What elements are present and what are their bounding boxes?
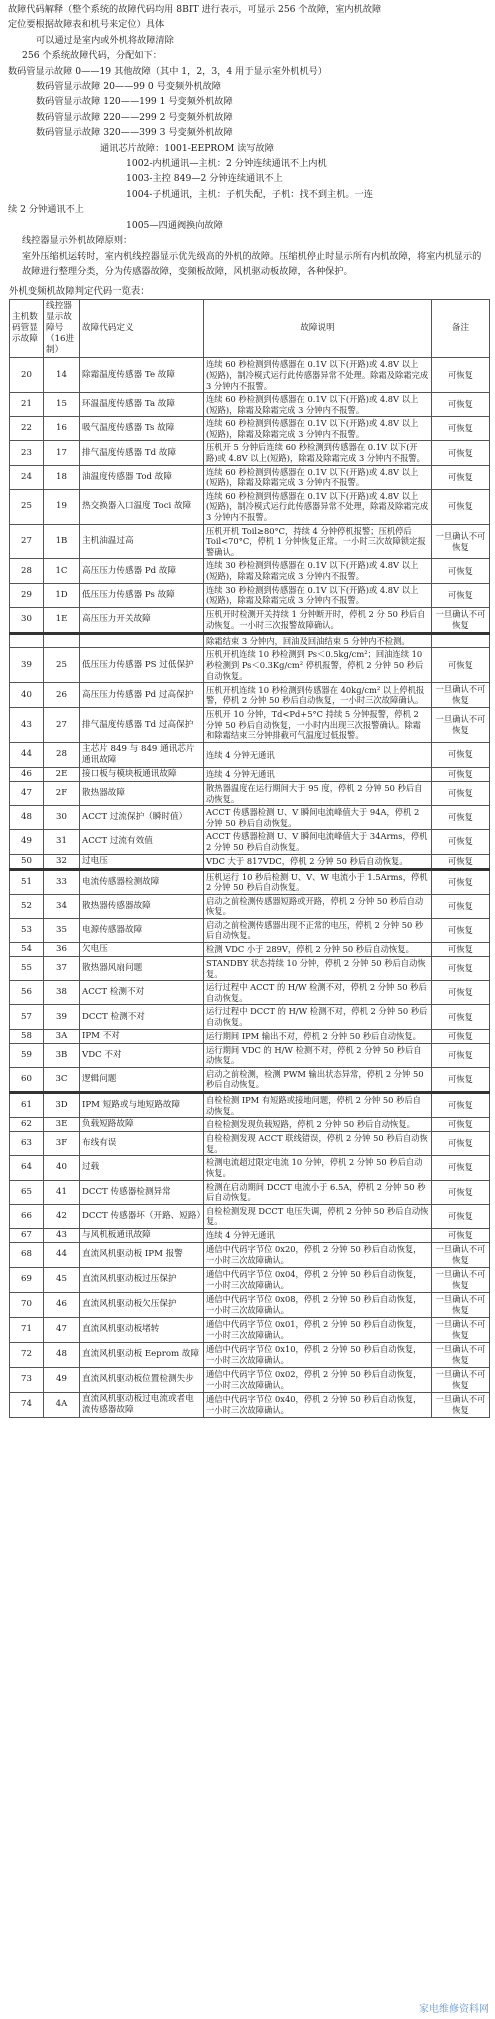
- watermark: 家电维修资料网: [419, 2004, 489, 2015]
- cell-description: 运行期间 IPM 输出不对，停机 2 分钟 50 秒后自动恢复。: [204, 1029, 432, 1043]
- cell-controller-code: 3B: [44, 1043, 80, 1067]
- table-row: [10, 1204, 490, 1228]
- cell-main-code: 28: [10, 559, 44, 583]
- cell-main-code: 43: [10, 708, 44, 743]
- cell-main-code: 65: [10, 1180, 44, 1204]
- cell-remark: 可恢复: [432, 1118, 490, 1132]
- header-main-code: 主机数码管显示故障: [10, 300, 44, 358]
- cell-controller-code: 40: [44, 1156, 80, 1180]
- cell-description: 运行期间 VDC 的 H/W 检测不对，停机 2 分钟 50 秒后自动恢复。: [204, 1043, 432, 1067]
- table-row: [10, 1067, 490, 1092]
- cell-controller-code: 27: [44, 708, 80, 743]
- cell-controller-code: 1D: [44, 583, 80, 607]
- intro-line: 1005—四通阀换向故障: [126, 219, 223, 231]
- cell-controller-code: [44, 633, 80, 648]
- cell-main-code: 49: [10, 830, 44, 854]
- cell-controller-code: 16: [44, 417, 80, 441]
- cell-description: 运行过程中 ACCT 的 H/W 检测不对，停机 2 分钟 50 秒后自动恢复。: [204, 981, 432, 1005]
- cell-remark: 可恢复: [432, 1132, 490, 1156]
- cell-definition: DCCT 传感器坏（开路、短路）: [80, 1204, 204, 1228]
- cell-description: 散热器温度在运行期间大于 95 度，停机 2 分钟 50 秒后自动恢复。: [204, 781, 432, 805]
- cell-main-code: 66: [10, 1204, 44, 1228]
- cell-remark: 可恢复: [432, 830, 490, 854]
- cell-remark: 可恢复: [432, 489, 490, 524]
- cell-main-code: 39: [10, 648, 44, 683]
- cell-main-code: 56: [10, 981, 44, 1005]
- cell-description: 压机开 10 分钟，Td<Pd+5°C 持续 5 分钟报警，停机 2 分钟 50 秒后自动恢复，一小时内出现三次报警确认。除霜和除霜结束三分钟排截可气温度过低报警。: [204, 708, 432, 743]
- cell-remark: 可恢复: [432, 1093, 490, 1118]
- table-row: [10, 1367, 490, 1392]
- cell-definition: 直流风机驱动板位置检测失步: [80, 1367, 204, 1392]
- cell-definition: 布线有误: [80, 1132, 204, 1156]
- cell-description: 通信中代码字节位 0x40，停机 2 分钟 50 秒后自动恢复，一小时三次故障确认。: [204, 1392, 432, 1417]
- table-row: [10, 559, 490, 583]
- intro-line: 数码管显示故障 320——399 3 号变频外机故障: [36, 127, 233, 139]
- intro-line: 256 个系统故障代码，分配如下：: [22, 50, 162, 62]
- cell-remark: 可恢复: [432, 648, 490, 683]
- cell-definition: DCCT 传感器检测异常: [80, 1180, 204, 1204]
- table-row: [10, 393, 490, 417]
- table-row: [10, 1043, 490, 1067]
- cell-description: 压机运行 10 秒后检测 U、V、W 电流小于 1.5Arms，停机 2 分钟 50 秒后自动恢复。: [204, 869, 432, 894]
- cell-main-code: 47: [10, 781, 44, 805]
- cell-remark: 可恢复: [432, 767, 490, 781]
- cell-remark: 可恢复: [432, 981, 490, 1005]
- cell-definition: 高压压力开关故障: [80, 607, 204, 633]
- cell-description: 自检检测发现负载短路，停机 2 分钟 50 秒后自动恢复。: [204, 1118, 432, 1132]
- cell-controller-code: 35: [44, 918, 80, 942]
- cell-definition: DCCT 检测不对: [80, 1005, 204, 1029]
- cell-controller-code: 19: [44, 489, 80, 524]
- cell-definition: 高压压力传感器 Pd 过高保护: [80, 683, 204, 708]
- table-row: [10, 806, 490, 830]
- cell-remark: 可恢复: [432, 781, 490, 805]
- cell-description: 连续 4 分钟无通讯: [204, 742, 432, 767]
- table-row: [10, 1029, 490, 1043]
- cell-definition: [80, 633, 204, 648]
- cell-main-code: 69: [10, 1267, 44, 1292]
- table-row: [10, 742, 490, 767]
- cell-definition: ACCT 检测不对: [80, 981, 204, 1005]
- table-row: [10, 830, 490, 854]
- table-row: [10, 708, 490, 743]
- cell-main-code: 48: [10, 806, 44, 830]
- cell-definition: 直流风机驱动板堵转: [80, 1317, 204, 1342]
- table-row: [10, 583, 490, 607]
- cell-remark: 可恢复: [432, 583, 490, 607]
- cell-remark: 可恢复: [432, 441, 490, 465]
- cell-remark: 可恢复: [432, 1228, 490, 1242]
- cell-controller-code: 33: [44, 869, 80, 894]
- cell-description: 通信中代码字节位 0x02，停机 2 分钟 50 秒后自动恢复，一小时三次故障确认。: [204, 1367, 432, 1392]
- cell-description: ACCT 传感器检测 U、V 瞬间电流峰值大于 94A，停机 2 分钟 50 秒后自动恢复。: [204, 806, 432, 830]
- cell-description: 压机开机 Toil≥80°C，持续 4 分钟停机报警；压机停后 Toil<70°C，停机 1 分钟恢复正常。一小时三次故障锁定报警确认。: [204, 524, 432, 559]
- table-row: [10, 869, 490, 894]
- cell-description: 压机开机连续 10 秒检测到传感器在 40kg/cm² 以上停机报警，停机 2 分钟 50 秒后自动恢复，一小时三次故障确认。: [204, 683, 432, 708]
- cell-controller-code: 3D: [44, 1093, 80, 1118]
- cell-main-code: 50: [10, 854, 44, 869]
- cell-description: 启动之前检测传感器出现不正常的电压，停机 2 分钟 50 秒后自动恢复。: [204, 918, 432, 942]
- cell-controller-code: 31: [44, 830, 80, 854]
- header-controller-code: 线控器显示故障号（16进制）: [44, 300, 80, 358]
- table-row: [10, 918, 490, 942]
- fault-code-table: [9, 299, 490, 1418]
- intro-line: 数码管显示故障 0——19 其他故障（其中 1，2，3，4 用于显示室外机机号）: [8, 65, 328, 77]
- table-row: [10, 1093, 490, 1118]
- cell-definition: 排气温度传感器 Td 故障: [80, 441, 204, 465]
- cell-description: 压机开 5 分钟后连续 60 秒检测到传感器在 0.1V 以下(开路)或 4.8V 以上(短路)，除霜及除霜完成 3 分钟内不报警。: [204, 441, 432, 465]
- cell-controller-code: 1E: [44, 607, 80, 633]
- table-row: [10, 524, 490, 559]
- cell-remark: 一旦确认不可恢复: [432, 708, 490, 743]
- table-row: [10, 1392, 490, 1417]
- cell-main-code: 40: [10, 683, 44, 708]
- cell-controller-code: 17: [44, 441, 80, 465]
- cell-remark: 可恢复: [432, 1180, 490, 1204]
- intro-line: 1004-子机通讯，主机：子机失配，子机：找不到主机。一连: [126, 188, 373, 200]
- cell-main-code: 62: [10, 1118, 44, 1132]
- cell-remark: 一旦确认不可恢复: [432, 1267, 490, 1292]
- cell-description: 连续 4 分钟无通讯: [204, 1228, 432, 1242]
- intro-line: 数码管显示故障 220——299 2 号变频外机故障: [36, 111, 233, 123]
- cell-description: 自检检测发现 ACCT 联线错误，停机 2 分钟 50 秒后自动恢复。: [204, 1132, 432, 1156]
- cell-controller-code: 49: [44, 1367, 80, 1392]
- table-row: [10, 683, 490, 708]
- cell-remark: 可恢复: [432, 854, 490, 869]
- table-row: [10, 943, 490, 957]
- table-row: [10, 1228, 490, 1242]
- intro-line: 室外压缩机运转时，室内机线控器显示优先级高的外机的故障。压缩机停止时显示所有内机故障，将室内机显示的故障进行整理分类，分为传感器故障，变频板故障，风机驱动板故障，各种保护。: [22, 250, 482, 277]
- cell-main-code: 71: [10, 1317, 44, 1342]
- cell-main-code: 67: [10, 1228, 44, 1242]
- cell-controller-code: 39: [44, 1005, 80, 1029]
- cell-description: 连续 60 秒检测到传感器在 0.1V 以下(开路)或 4.8V 以上(短路)，制冷模式运行此传感器异常不处理，除霜及除霜完成 3 分钟内不报警。: [204, 489, 432, 524]
- cell-description: 启动之前检测，检测 PWM 输出状态异常，停机 2 分钟 50 秒后自动恢复。: [204, 1067, 432, 1092]
- table-row: [10, 441, 490, 465]
- cell-main-code: 53: [10, 918, 44, 942]
- cell-description: ACCT 传感器检测 U、V 瞬间电流峰值大于 34Arms，停机 2 分钟 50 秒后自动恢复。: [204, 830, 432, 854]
- cell-remark: 一旦确认不可恢复: [432, 1292, 490, 1317]
- cell-main-code: 59: [10, 1043, 44, 1067]
- cell-definition: VDC 不对: [80, 1043, 204, 1067]
- cell-main-code: [10, 633, 44, 648]
- cell-main-code: 57: [10, 1005, 44, 1029]
- cell-description: 通信中代码字节位 0x04，停机 2 分钟 50 秒后自动恢复，一小时三次故障确认。: [204, 1267, 432, 1292]
- cell-definition: 散热器传感器故障: [80, 894, 204, 918]
- cell-definition: ACCT 过流保护（瞬时值）: [80, 806, 204, 830]
- cell-controller-code: 3A: [44, 1029, 80, 1043]
- cell-definition: 接口板与模块板通讯故障: [80, 767, 204, 781]
- cell-main-code: 22: [10, 417, 44, 441]
- intro-line: 1003-主控 849—2 分钟连续通讯不上: [126, 173, 283, 185]
- cell-main-code: 52: [10, 894, 44, 918]
- cell-description: 压机开机连续 10 秒检测到 Ps＜0.5kg/cm²；回油连续 10 秒检测到 Ps＜0.3Kg/cm² 停机报警，停机 2 分钟 50 秒后自动恢复。: [204, 648, 432, 683]
- cell-main-code: 24: [10, 465, 44, 489]
- cell-remark: 可恢复: [432, 393, 490, 417]
- cell-controller-code: 3F: [44, 1132, 80, 1156]
- cell-definition: 电流传感器检测故障: [80, 869, 204, 894]
- cell-controller-code: 45: [44, 1267, 80, 1292]
- cell-main-code: 72: [10, 1342, 44, 1367]
- cell-description: 自检检测发现 DCCT 电压失调，停机 2 分钟 50 秒后自动恢复。: [204, 1204, 432, 1228]
- cell-main-code: 73: [10, 1367, 44, 1392]
- cell-main-code: 23: [10, 441, 44, 465]
- cell-description: 自检检测 IPM 有短路或接地问题，停机 2 分钟 50 秒后自动恢复。: [204, 1093, 432, 1118]
- intro-line: 数码管显示故障 20——99 0 号变频外机故障: [36, 81, 221, 93]
- cell-remark: 可恢复: [432, 1043, 490, 1067]
- cell-main-code: 58: [10, 1029, 44, 1043]
- cell-description: 运行过程中 DCCT 的 H/W 检测不对，停机 2 分钟 50 秒后自动恢复。: [204, 1005, 432, 1029]
- cell-remark: 一旦确认不可恢复: [432, 1342, 490, 1367]
- cell-main-code: 27: [10, 524, 44, 559]
- cell-controller-code: 44: [44, 1242, 80, 1267]
- table-title: 外机变频机故障判定代码一览表：: [9, 286, 150, 298]
- cell-description: VDC 大于 817VDC，停机 2 分钟 50 秒后自动恢复。: [204, 854, 432, 869]
- intro-line: 故障代码解释（整个系统的故障代码均用 8BIT 进行表示，可显示 256 个故障，室内机故障: [8, 4, 382, 15]
- cell-description: 除霜结束 3 分钟内，回油及回油结束 5 分钟内不检测。: [204, 633, 432, 648]
- cell-remark: 可恢复: [432, 358, 490, 393]
- table-row: [10, 1118, 490, 1132]
- cell-definition: 欠电压: [80, 943, 204, 957]
- cell-remark: 一旦确认不可恢复: [432, 1392, 490, 1417]
- cell-controller-code: 32: [44, 854, 80, 869]
- cell-main-code: 51: [10, 869, 44, 894]
- cell-controller-code: 48: [44, 1342, 80, 1367]
- table-row: [10, 358, 490, 393]
- cell-remark: 可恢复: [432, 943, 490, 957]
- cell-controller-code: 15: [44, 393, 80, 417]
- cell-controller-code: 2E: [44, 767, 80, 781]
- table-header-row: [10, 300, 490, 358]
- table-body: [10, 358, 490, 1418]
- table-row: [10, 1242, 490, 1267]
- cell-definition: 逻辑问题: [80, 1067, 204, 1092]
- cell-definition: 负载短路故障: [80, 1118, 204, 1132]
- cell-description: 检测在启动期间 DCCT 电流小于 6.5A，停机 2 分钟 50 秒后自动恢复。: [204, 1180, 432, 1204]
- cell-description: 连续 60 秒检测到传感器在 0.1V 以下(开路)或 4.8V 以上(短路)，除霜及除霜完成 3 分钟内不报警。: [204, 417, 432, 441]
- cell-remark: 一旦确认不可恢复: [432, 683, 490, 708]
- cell-description: 连续 60 秒检测到传感器在 0.1V 以下(开路)或 4.8V 以上(短路)，除霜及除霜完成 3 分钟内不报警。: [204, 465, 432, 489]
- cell-main-code: 46: [10, 767, 44, 781]
- cell-definition: 排气温度传感器 Td 过高保护: [80, 708, 204, 743]
- cell-main-code: 60: [10, 1067, 44, 1092]
- cell-main-code: 25: [10, 489, 44, 524]
- intro-line: 定位要根据故障表和机号来定位）具体: [8, 19, 165, 31]
- cell-remark: 一旦确认不可恢复: [432, 1317, 490, 1342]
- cell-description: 连续 60 秒检测到传感器在 0.1V 以下(开路)或 4.8V 以上(短路)，除霜及除霜完成 3 分钟内不报警。: [204, 393, 432, 417]
- cell-main-code: 74: [10, 1392, 44, 1417]
- table-row: [10, 648, 490, 683]
- cell-controller-code: 46: [44, 1292, 80, 1317]
- cell-description: 通信中代码字节位 0x01，停机 2 分钟 50 秒后自动恢复，一小时三次故障确认。: [204, 1317, 432, 1342]
- cell-remark: 一旦确认不可恢复: [432, 524, 490, 559]
- cell-definition: 吸气温度传感器 Ts 故障: [80, 417, 204, 441]
- cell-definition: ACCT 过流有效值: [80, 830, 204, 854]
- cell-definition: 直流风机驱动板 Eeprom 故障: [80, 1342, 204, 1367]
- table-row: [10, 633, 490, 648]
- table-row: [10, 957, 490, 981]
- table-row: [10, 1267, 490, 1292]
- cell-description: 压机开时检测开关持续 1 分钟断开时，停机 2 分 50 秒后自动恢复。一小时三次报警故障确认。: [204, 607, 432, 633]
- table-row: [10, 894, 490, 918]
- cell-remark: 可恢复: [432, 417, 490, 441]
- table-row: [10, 981, 490, 1005]
- cell-main-code: 20: [10, 358, 44, 393]
- cell-description: 连续 30 秒检测到传感器在 0.1V 以下(开路)或 4.8V 以上(短路)，除霜及除霜完成 3 分钟内不报警。: [204, 559, 432, 583]
- cell-controller-code: 4A: [44, 1392, 80, 1417]
- cell-definition: 除霜温度传感器 Te 故障: [80, 358, 204, 393]
- cell-description: 通信中代码字节位 0x08，停机 2 分钟 50 秒后自动恢复，一小时三次故障确认。: [204, 1292, 432, 1317]
- cell-controller-code: 25: [44, 648, 80, 683]
- table-row: [10, 465, 490, 489]
- intro-line: 数码管显示故障 120——199 1 号变频外机故障: [36, 96, 233, 108]
- cell-definition: 与风机板通讯故障: [80, 1228, 204, 1242]
- cell-controller-code: 36: [44, 943, 80, 957]
- intro-line: 通讯芯片故障：1001-EEPROM 读写故障: [100, 142, 274, 154]
- table-row: [10, 489, 490, 524]
- table-row: [10, 767, 490, 781]
- table-row: [10, 781, 490, 805]
- table-row: [10, 1005, 490, 1029]
- cell-definition: 热交换器入口温度 Toci 故障: [80, 489, 204, 524]
- cell-definition: 主机油温过高: [80, 524, 204, 559]
- cell-description: 连续 60 秒检测到传感器在 0.1V 以下(开路)或 4.8V 以上(短路)，制冷模式运行此传感器异常不处理。除霜及除霜完成 3 分钟内不报警。: [204, 358, 432, 393]
- intro-line: 1002-内机通讯—主机：2 分钟连续通讯不上内机: [126, 158, 327, 170]
- table-row: [10, 1292, 490, 1317]
- cell-remark: 可恢复: [432, 918, 490, 942]
- cell-description: 连续 30 秒检测到传感器在 0.1V 以下(开路)或 4.8V 以上(短路)，除霜及除霜完成 3 分钟内不报警。: [204, 583, 432, 607]
- table-row: [10, 1156, 490, 1180]
- cell-remark: 可恢复: [432, 559, 490, 583]
- cell-remark: 可恢复: [432, 894, 490, 918]
- cell-controller-code: 3E: [44, 1118, 80, 1132]
- cell-definition: 直流风机驱动板过电流或者电流传感器故障: [80, 1392, 204, 1417]
- cell-controller-code: 28: [44, 742, 80, 767]
- cell-main-code: 61: [10, 1093, 44, 1118]
- cell-controller-code: 14: [44, 358, 80, 393]
- cell-definition: 散热器故障: [80, 781, 204, 805]
- cell-controller-code: 43: [44, 1228, 80, 1242]
- cell-description: STANDBY 状态持续 10 分钟，停机 2 分钟 50 秒后自动恢复。: [204, 957, 432, 981]
- cell-controller-code: 41: [44, 1180, 80, 1204]
- table-row: [10, 417, 490, 441]
- cell-definition: 直流风机驱动板 IPM 报警: [80, 1242, 204, 1267]
- cell-controller-code: 1C: [44, 559, 80, 583]
- cell-controller-code: 38: [44, 981, 80, 1005]
- cell-description: 启动之前检测传感器短路或开路，停机 2 分钟 50 秒后自动恢复。: [204, 894, 432, 918]
- cell-main-code: 44: [10, 742, 44, 767]
- cell-main-code: 29: [10, 583, 44, 607]
- table-row: [10, 607, 490, 633]
- cell-controller-code: 47: [44, 1317, 80, 1342]
- cell-controller-code: 37: [44, 957, 80, 981]
- cell-remark: 可恢复: [432, 1029, 490, 1043]
- cell-description: 检测电流超过限定电流 10 分钟，停机 2 分钟 50 秒后自动恢复。: [204, 1156, 432, 1180]
- cell-definition: 环温温度传感器 Ta 故障: [80, 393, 204, 417]
- cell-remark: [432, 633, 490, 648]
- intro-section: [0, 0, 495, 279]
- cell-main-code: 21: [10, 393, 44, 417]
- cell-remark: 可恢复: [432, 1005, 490, 1029]
- cell-definition: 散热器风扇问题: [80, 957, 204, 981]
- cell-main-code: 70: [10, 1292, 44, 1317]
- cell-controller-code: 2F: [44, 781, 80, 805]
- cell-remark: 一旦确认不可恢复: [432, 1367, 490, 1392]
- cell-main-code: 63: [10, 1132, 44, 1156]
- table-row: [10, 1180, 490, 1204]
- cell-definition: 低压压力传感器 Ps 故障: [80, 583, 204, 607]
- cell-remark: 可恢复: [432, 1204, 490, 1228]
- table-row: [10, 1132, 490, 1156]
- cell-remark: 可恢复: [432, 1067, 490, 1092]
- cell-controller-code: 26: [44, 683, 80, 708]
- table-row: [10, 854, 490, 869]
- cell-main-code: 68: [10, 1242, 44, 1267]
- intro-line: 线控器显示外机故障原则：: [22, 235, 133, 247]
- cell-description: 通信中代码字节位 0x20，停机 2 分钟 50 秒后自动恢复，一小时三次故障确认。: [204, 1242, 432, 1267]
- cell-controller-code: 42: [44, 1204, 80, 1228]
- cell-remark: 可恢复: [432, 806, 490, 830]
- header-definition: 故障代码定义: [80, 300, 204, 358]
- cell-definition: 过电压: [80, 854, 204, 869]
- cell-definition: 电源传感器故障: [80, 918, 204, 942]
- table-row: [10, 1342, 490, 1367]
- cell-remark: 一旦确认不可恢复: [432, 1242, 490, 1267]
- cell-definition: 直流风机驱动板欠压保护: [80, 1292, 204, 1317]
- intro-line: 可以通过是室内或外机将故障清除: [36, 34, 174, 46]
- cell-remark: 可恢复: [432, 957, 490, 981]
- cell-controller-code: 34: [44, 894, 80, 918]
- cell-main-code: 55: [10, 957, 44, 981]
- cell-remark: 一旦确认不可恢复: [432, 607, 490, 633]
- cell-definition: 直流风机驱动板过压保护: [80, 1267, 204, 1292]
- cell-remark: 可恢复: [432, 869, 490, 894]
- cell-description: 连续 4 分钟无通讯: [204, 767, 432, 781]
- cell-remark: 可恢复: [432, 742, 490, 767]
- cell-definition: 高压压力传感器 Pd 故障: [80, 559, 204, 583]
- cell-definition: 油温度传感器 Tod 故障: [80, 465, 204, 489]
- intro-line: 续 2 分钟通讯不上: [8, 204, 84, 216]
- cell-description: 检测 VDC 小于 289V，停机 2 分钟 50 秒后自动恢复。: [204, 943, 432, 957]
- table-row: [10, 1317, 490, 1342]
- cell-definition: IPM 短路或与地短路故障: [80, 1093, 204, 1118]
- cell-controller-code: 3C: [44, 1067, 80, 1092]
- cell-definition: 过载: [80, 1156, 204, 1180]
- header-remark: 备注: [432, 300, 490, 358]
- cell-definition: 主芯片 849 与 849 通讯芯片通讯故障: [80, 742, 204, 767]
- cell-definition: IPM 不对: [80, 1029, 204, 1043]
- cell-main-code: 54: [10, 943, 44, 957]
- cell-controller-code: 18: [44, 465, 80, 489]
- header-description: 故障说明: [204, 300, 432, 358]
- cell-definition: 低压压力传感器 PS 过低保护: [80, 648, 204, 683]
- cell-description: 通信中代码字节位 0x10，停机 2 分钟 50 秒后自动恢复，一小时三次故障确认。: [204, 1342, 432, 1367]
- cell-controller-code: 1B: [44, 524, 80, 559]
- cell-main-code: 30: [10, 607, 44, 633]
- cell-remark: 可恢复: [432, 465, 490, 489]
- cell-main-code: 64: [10, 1156, 44, 1180]
- cell-remark: 可恢复: [432, 1156, 490, 1180]
- cell-controller-code: 30: [44, 806, 80, 830]
